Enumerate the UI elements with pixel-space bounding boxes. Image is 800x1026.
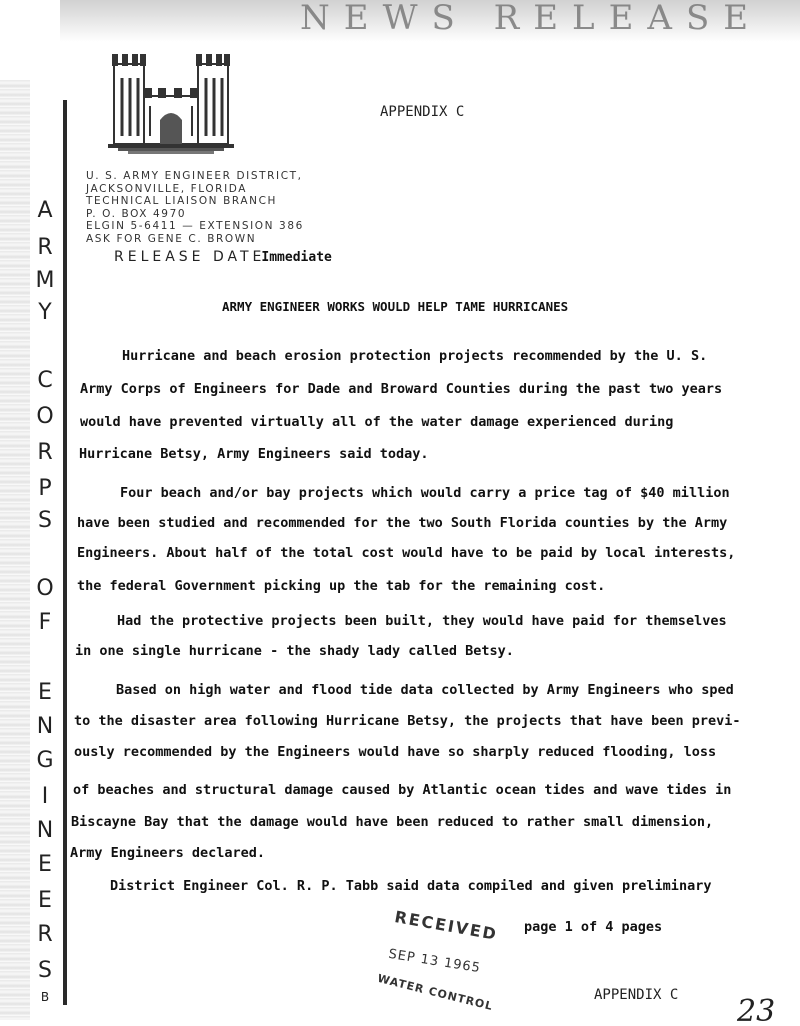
- body-line: of beaches and structural damage caused by Atlantic ocean tides and wave tides in: [73, 782, 732, 798]
- body-line: Army Engineers declared.: [70, 845, 266, 861]
- margin-letter: I: [41, 784, 49, 809]
- margin-letter: O: [36, 404, 54, 429]
- received-stamp: [376, 907, 500, 1022]
- margin-letter: E: [38, 852, 52, 877]
- release-date-label: RELEASE DATE: [114, 249, 266, 265]
- stamp-office: WATER CONTROL: [376, 971, 495, 1014]
- margin-letter: N: [36, 714, 54, 739]
- margin-letter: P: [38, 476, 52, 501]
- appendix-label-top: APPENDIX C: [380, 104, 465, 120]
- body-line: have been studied and recommended for the two South Florida counties by the Army: [77, 515, 728, 531]
- margin-letter: R: [37, 440, 53, 465]
- margin-letter: C: [37, 368, 53, 393]
- address-line: TECHNICAL LIAISON BRANCH: [86, 195, 278, 207]
- margin-letter: O: [36, 576, 54, 601]
- corps-castle-logo-icon: [108, 44, 234, 156]
- body-line: Four beach and/or bay projects which would carry a price tag of $40 million: [120, 485, 730, 501]
- body-line: Based on high water and flood tide data collected by Army Engineers who sped: [116, 682, 734, 698]
- left-margin-band: [0, 80, 30, 1020]
- address-line: JACKSONVILLE, FLORIDA: [86, 182, 248, 195]
- body-line: to the disaster area following Hurricane Betsy, the projects that have been previ-: [74, 713, 741, 729]
- page-number: page 1 of 4 pages: [524, 919, 663, 935]
- appendix-label-bottom: APPENDIX C: [594, 987, 679, 1003]
- margin-letter: N: [36, 818, 54, 843]
- body-line: Hurricane Betsy, Army Engineers said today.: [79, 446, 429, 462]
- body-line: Army Corps of Engineers for Dade and Broward Counties during the past two years: [80, 381, 723, 397]
- margin-letter: B: [40, 990, 50, 1004]
- margin-letter: E: [38, 888, 52, 913]
- address-line: ASK FOR GENE C. BROWN: [86, 232, 257, 245]
- body-line: District Engineer Col. R. P. Tabb said data compiled and given preliminary: [110, 878, 712, 894]
- body-line: Had the protective projects been built, they would have paid for themselves: [117, 613, 727, 629]
- release-date-row: [114, 246, 332, 265]
- margin-letter: S: [38, 508, 52, 533]
- stamp-date: SEP 13 1965: [387, 946, 482, 977]
- margin-letter: F: [38, 610, 52, 635]
- body-line: ously recommended by the Engineers would have so sharply reduced flooding, loss: [74, 744, 717, 760]
- masthead-text: NEWS RELEASE: [300, 0, 763, 38]
- margin-letter: R: [37, 235, 53, 260]
- margin-letter: Y: [38, 300, 52, 325]
- margin-letter: G: [36, 748, 54, 773]
- body-line: in one single hurricane - the shady lady called Betsy.: [75, 643, 514, 659]
- margin-letter: A: [37, 198, 53, 223]
- body-line: the federal Government picking up the tab for the remaining cost.: [77, 578, 606, 594]
- margin-letter: M: [35, 268, 55, 293]
- margin-letter: R: [37, 922, 53, 947]
- body-line: Engineers. About half of the total cost would have to be paid by local interests,: [77, 545, 736, 561]
- body-line: would have prevented virtually all of the water damage experienced during: [80, 414, 674, 430]
- district-address-block: [86, 170, 304, 245]
- margin-letter: E: [38, 680, 52, 705]
- headline: ARMY ENGINEER WORKS WOULD HELP TAME HURRICANES: [222, 299, 569, 314]
- body-line: Biscayne Bay that the damage would have been reduced to rather small dimension,: [71, 814, 714, 830]
- address-line: ELGIN 5-6411 — EXTENSION 386: [86, 220, 304, 232]
- body-line: Hurricane and beach erosion protection projects recommended by the U. S.: [122, 348, 708, 364]
- release-date-value: Immediate: [261, 250, 332, 265]
- address-line: U. S. ARMY ENGINEER DISTRICT,: [86, 170, 303, 182]
- address-line: P. O. BOX 4970: [86, 207, 187, 220]
- margin-letter: S: [38, 958, 52, 983]
- handwritten-page-number: 23: [737, 994, 776, 1026]
- stamp-received-text: RECEIVED: [393, 907, 500, 944]
- left-margin-rule: [63, 100, 67, 1005]
